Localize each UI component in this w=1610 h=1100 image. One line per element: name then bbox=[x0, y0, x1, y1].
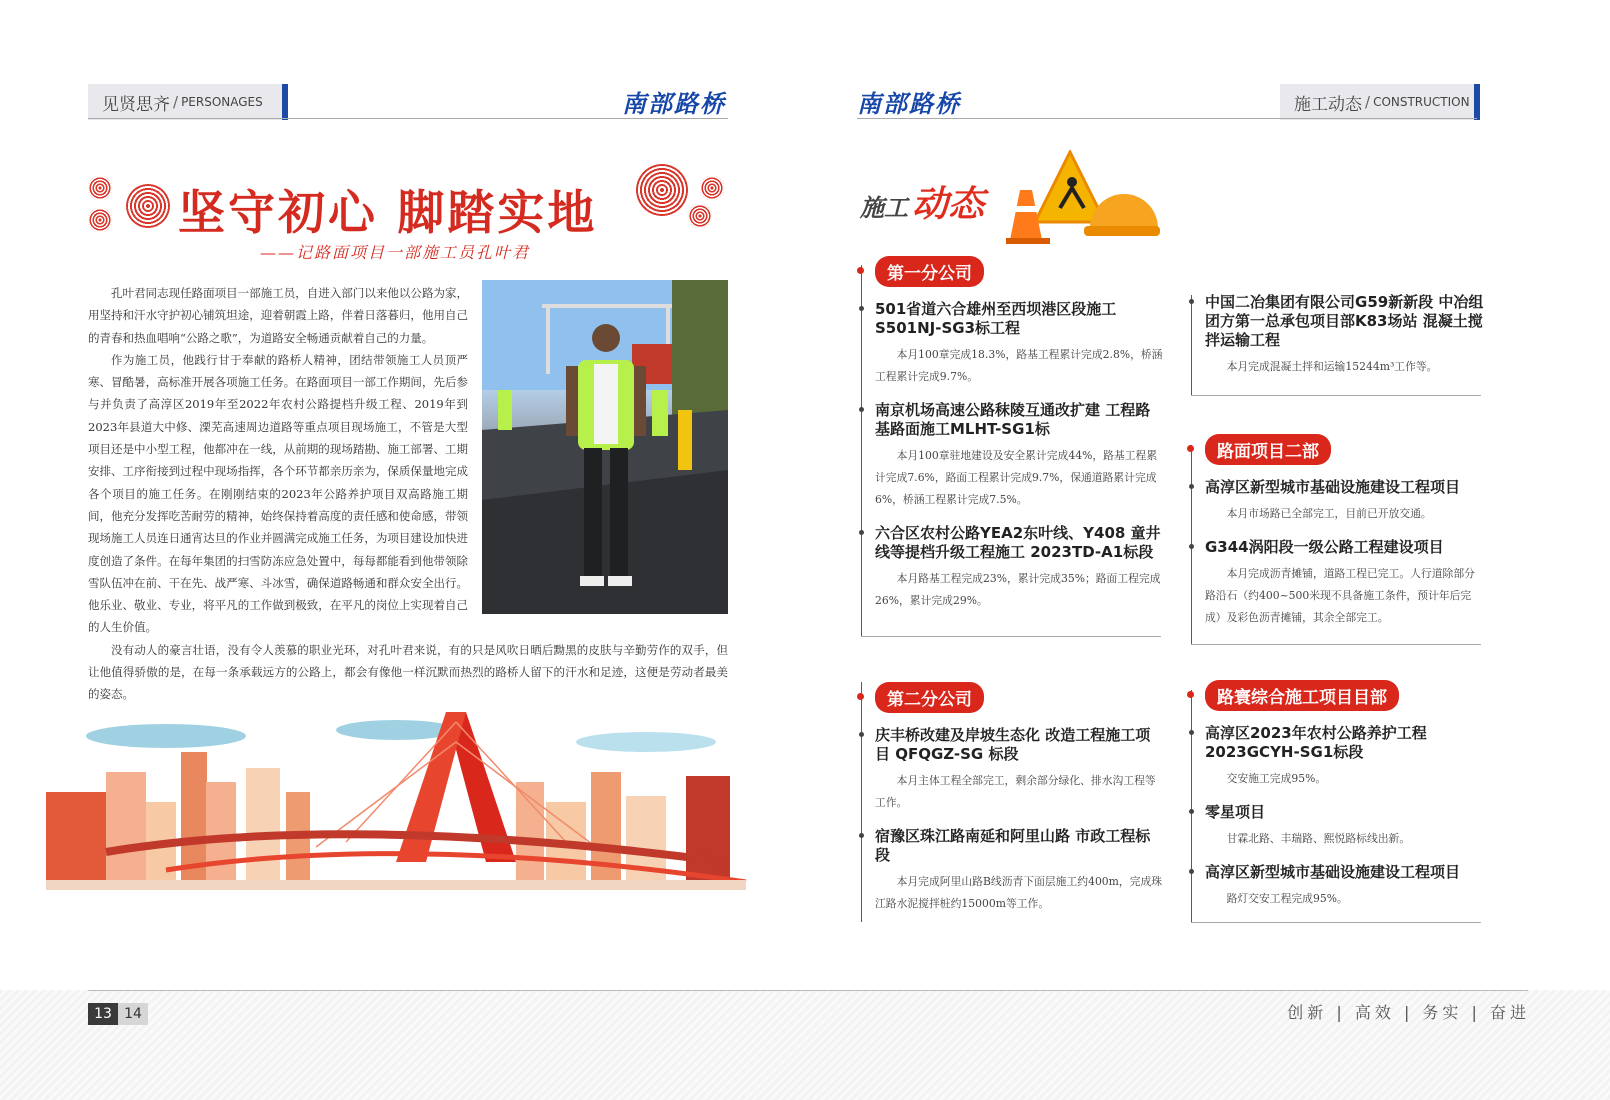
item-title: 零星项目 bbox=[1205, 803, 1266, 821]
item-desc: 甘霖北路、丰瑞路、熙悦路标线出新。 bbox=[1226, 832, 1411, 845]
article-paragraph: 孔叶君同志现任路面项目一部施工员，自进入部门以来他以公路为家，用坚持和汗水守护初心铺筑坦途，迎着朝霞上路，伴着日落暮归，他用自己的青春和热血唱响“公路之歌”，为道路安全畅通贡献着自己的力量。 bbox=[88, 286, 468, 345]
swirl-ornament bbox=[636, 164, 688, 216]
timeline-line bbox=[861, 682, 862, 922]
item-title: 南京机场高速公路秣陵互通改扩建 工程路基路面施工MLHT-SG1标 bbox=[875, 401, 1151, 438]
footer-divider bbox=[88, 990, 1528, 991]
group-divider bbox=[861, 636, 1161, 637]
section-title bbox=[860, 176, 984, 227]
brand-logo: 南部路桥 bbox=[857, 89, 961, 118]
group-luhuan bbox=[1205, 680, 1485, 910]
item-desc: 本月主体工程全部完工，剩余部分绿化、排水沟工程等工作。 bbox=[875, 774, 1156, 809]
page-number-left: 13 bbox=[88, 1003, 118, 1025]
item-desc: 本月完成沥青摊铺，道路工程已完工。人行道除部分路沿石（约400~500米现不具备施工条件，预计年后完成）及彩色沥青摊铺，其余全部完工。 bbox=[1205, 567, 1475, 624]
item-title: 中国二冶集团有限公司G59新新段 中冶组团方第一总承包项目部K83场站 混凝土搅拌运输工程 bbox=[1205, 293, 1484, 349]
list-item bbox=[875, 401, 1165, 511]
article-body bbox=[88, 282, 728, 706]
group-divider bbox=[1191, 395, 1481, 396]
item-desc: 本月市场路已全部完工，目前已开放交通。 bbox=[1226, 507, 1432, 520]
swirl-ornament bbox=[700, 176, 724, 200]
item-desc: 本月100章驻地建设及安全累计完成44%，路基工程累计完成7.6%，路面工程累计完成9.7%，保通道路累计完成6%，桥涵工程累计完成7.5%。 bbox=[875, 449, 1158, 506]
tab-label-zh: 见贤思齐 bbox=[102, 94, 170, 115]
list-item bbox=[875, 827, 1165, 915]
item-desc: 本月100章完成18.3%，路基工程累计完成2.8%，桥涵工程累计完成9.7%。 bbox=[875, 348, 1163, 383]
list-item bbox=[1205, 803, 1485, 850]
list-item bbox=[1205, 293, 1485, 378]
item-title: 高淳区新型城市基础设施建设工程项目 bbox=[1205, 478, 1461, 496]
right-page bbox=[805, 0, 1610, 1100]
tab-separator: / bbox=[173, 93, 179, 111]
brand-logo: 南部路桥 bbox=[622, 89, 726, 118]
item-title: 高淳区新型城市基础设施建设工程项目 bbox=[1205, 863, 1461, 881]
item-title: 高淳区2023年农村公路养护工程 2023GCYH-SG1标段 bbox=[1205, 724, 1427, 761]
article-title: 坚守初心 脚踏实地 bbox=[178, 186, 598, 241]
tab-label-en: CONSTRUCTION bbox=[1373, 95, 1470, 109]
list-item bbox=[1205, 863, 1485, 910]
group-label: 路寰综合施工项目目部 bbox=[1205, 680, 1399, 711]
timeline-line bbox=[861, 265, 862, 637]
list-item bbox=[1205, 538, 1485, 629]
tab-label-zh: 施工动态 bbox=[1294, 94, 1362, 115]
group-label: 第一分公司 bbox=[875, 256, 984, 287]
item-title: 501省道六合雄州至西坝港区段施工 S501NJ-SG3标工程 bbox=[875, 300, 1117, 337]
article-paragraph: 没有动人的豪言壮语，没有令人羡慕的职业光环，对孔叶君来说，有的只是风吹日晒后黝黑的皮肤与辛勤劳作的双手，但让他值得骄傲的是，在每一条承载远方的公路上，都会有像他一样沉默而热烈的路桥人留下的汗水和足迹，这便是劳动者最美的姿态。 bbox=[88, 642, 728, 702]
list-item bbox=[875, 300, 1165, 388]
header-divider bbox=[88, 118, 728, 119]
tab-label-en: PERSONAGES bbox=[181, 95, 263, 109]
list-item bbox=[1205, 478, 1485, 525]
timeline-line bbox=[1191, 690, 1192, 922]
section-tab bbox=[1280, 84, 1480, 120]
list-item bbox=[1205, 724, 1485, 790]
group-label: 路面项目二部 bbox=[1205, 434, 1331, 465]
item-desc: 路灯交安工程完成95%。 bbox=[1226, 892, 1348, 905]
item-title: 宿豫区珠江路南延和阿里山路 市政工程标段 bbox=[875, 827, 1151, 864]
swirl-ornament bbox=[88, 176, 112, 200]
list-item bbox=[875, 726, 1165, 814]
group-pavement-2 bbox=[1205, 434, 1485, 629]
worker-photo bbox=[482, 280, 728, 614]
group-divider bbox=[1191, 922, 1481, 923]
city-bridge-illustration bbox=[46, 712, 776, 912]
section-title-main: 动态 bbox=[912, 183, 985, 225]
swirl-ornament bbox=[688, 204, 712, 228]
group-divider bbox=[1191, 644, 1481, 645]
tab-separator: / bbox=[1365, 93, 1371, 111]
article-subtitle: ——记路面项目一部施工员孔叶君 bbox=[260, 243, 531, 262]
item-desc: 本月路基工程完成23%，累计完成35%；路面工程完成26%，累计完成29%。 bbox=[875, 572, 1161, 607]
item-title: G344涡阳段一级公路工程建设项目 bbox=[1205, 538, 1444, 556]
item-desc: 交安施工完成95%。 bbox=[1226, 772, 1327, 785]
footer-slogan: 创新 | 高效 | 务实 | 奋进 bbox=[1287, 1003, 1530, 1022]
group-second-branch bbox=[875, 682, 1165, 915]
page-number-right: 14 bbox=[118, 1003, 148, 1025]
item-desc: 本月完成阿里山路B线沥青下面层施工约400m，完成珠江路水泥搅拌桩约15000m等工作。 bbox=[875, 875, 1163, 910]
swirl-ornament bbox=[88, 208, 112, 232]
list-item bbox=[875, 524, 1165, 612]
group-label: 第二分公司 bbox=[875, 682, 984, 713]
swirl-ornament bbox=[126, 184, 170, 228]
timeline-line bbox=[1191, 295, 1192, 395]
article-paragraph: 作为施工员，他践行甘于奉献的路桥人精神，团结带领施工人员顶严寒、冒酷暑，高标准开展各项施工任务。在路面项目一部工作期间，先后参与并负责了高淳区2019年至2022年农村公路提档升级工程、2019年到2023年县道大中修、溧芜高速周边道路等重点项目现场施工，不管是大型项目还是中小型工程，他都冲在一线，从前期的现场踏勘、施工部署、工期安排、工序衔接到过程中现场指挥，各个环节都亲历亲为，保质保量地完成各个项目的施工任务。在刚刚结束的2023年公路养护项目双高路施工期间，他充分发挥吃苦耐劳的精神，始终保持着高度的责任感和使命感，带领现场施工人员连日通宵达旦的作业并圆满完成施工任务，为项目建设加快进度创造了条件。在每年集团的扫雪防冻应急处置中，每每都能看到他带领除雪队伍冲在前、干在先、战严寒、斗冰雪，确保道路畅通和群众安全出行。他乐业、敬业、专业，将平凡的工作做到极致，在平凡的岗位上实现着自己的人生价值。 bbox=[88, 352, 468, 635]
page-numbers bbox=[88, 1003, 148, 1025]
item-title: 六合区农村公路YEA2东叶线、Y408 童井线等提档升级工程施工 2023TD-A1标段 bbox=[875, 524, 1161, 561]
group-continued bbox=[1205, 280, 1485, 378]
item-title: 庆丰桥改建及岸坡生态化 改造工程施工项目 QFQGZ-SG 标段 bbox=[875, 726, 1151, 763]
section-tab bbox=[88, 84, 288, 120]
section-title-prefix: 施工 bbox=[860, 193, 908, 222]
group-first-branch bbox=[875, 256, 1165, 612]
item-desc: 本月完成混凝土拌和运输15244m³工作等。 bbox=[1226, 360, 1438, 373]
construction-graphic bbox=[1000, 150, 1160, 250]
header-divider bbox=[857, 118, 1477, 119]
